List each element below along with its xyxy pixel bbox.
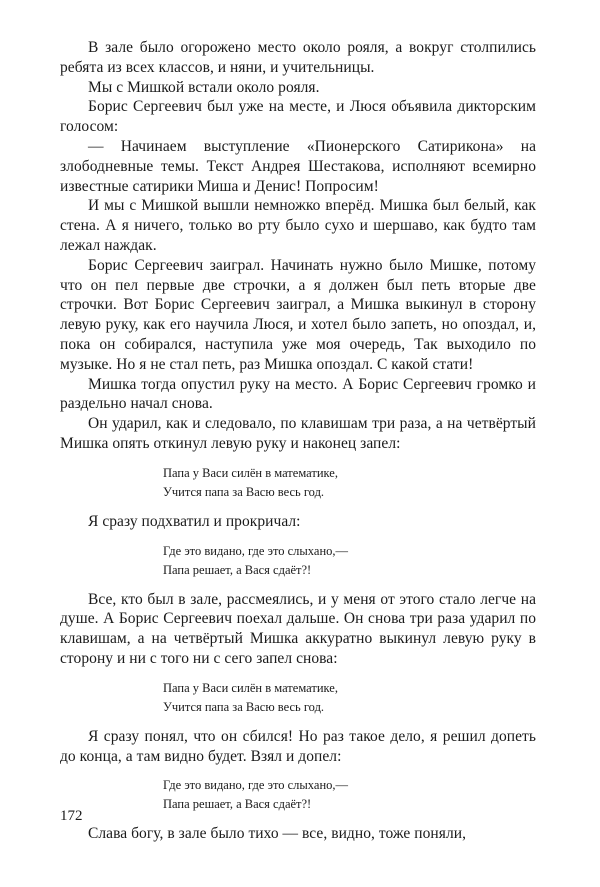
verse-line: Учится папа за Васю весь год. xyxy=(163,484,325,499)
paragraph: Борис Сергеевич заиграл. Начинать нужно было Мишке, потому что он пел первые две строчки, а я должен был петь вторые две строчки. Вот Борис Сергеевич заиграл, а Мишка выкинул в сторону левую руку, как его научила Люся, и хотел было запеть, но опоздал, и, пока он собирался, наступила уже моя очередь, Так выходило по музыке. Но я не стал петь, раз Мишка опоздал. С какой стати! xyxy=(60,256,536,373)
verse-block xyxy=(163,776,536,814)
verse-block xyxy=(163,464,536,502)
verse-line: Папа у Васи силён в математике, xyxy=(163,680,338,695)
paragraph: Он ударил, как и следовало, по клавишам три раза, а на четвёртый Мишка опять откинул левую руку и наконец запел: xyxy=(60,415,536,452)
verse-line: Папа у Васи силён в математике, xyxy=(163,465,338,480)
paragraph: Я сразу подхватил и прокричал: xyxy=(88,512,301,530)
paragraph: Мишка тогда опустил руку на место. А Борис Сергеевич громко и раздельно начал снова. xyxy=(60,375,536,413)
verse-block xyxy=(163,679,536,717)
paragraph: Мы с Мишкой встали около рояля. xyxy=(88,78,320,96)
paragraph: И мы с Мишкой вышли немножко вперёд. Мишка был белый, как стена. А я ничего, только во рту было сухо и шершаво, как будто там лежал наждак. xyxy=(60,197,536,254)
paragraph: Все, кто был в зале, рассмеялись, и у меня от этого стало легче на душе. А Борис Сергеевич поехал дальше. Он снова три раза ударил по клавишам, а на четвёртый Мишка аккуратно выкинул левую руку в сторону и ни с того ни с сего запел снова: xyxy=(60,590,536,667)
paragraph: В зале было огорожено место около рояля, а вокруг столпились ребята из всех классов, и няни, и учительницы. xyxy=(60,39,536,76)
verse-line: Где это видано, где это слыхано,— xyxy=(163,543,349,558)
paragraph: Слава богу, в зале было тихо — все, видно, тоже поняли, xyxy=(88,825,467,843)
page-number: 172 xyxy=(60,808,83,824)
paragraph: — Начинаем выступление «Пионерского Сатирикона» на злободневные темы. Текст Андрея Шестакова, исполняют всемирно известные сатирики Миша и Денис! Попросим! xyxy=(60,137,536,195)
verse-line: Папа решает, а Вася сдаёт?! xyxy=(163,562,312,577)
verse-block xyxy=(163,542,536,580)
paragraph: Борис Сергеевич был уже на месте, и Люся объявила дикторским голосом: xyxy=(60,98,536,136)
book-page xyxy=(60,38,536,844)
verse-line: Папа решает, а Вася сдаёт?! xyxy=(163,797,312,812)
paragraph: Я сразу понял, что он сбился! Но раз такое дело, я решил допеть до конца, а там видно будет. Взял и допел: xyxy=(60,727,536,765)
verse-line: Учится папа за Васю весь год. xyxy=(163,699,325,714)
verse-line: Где это видано, где это слыхано,— xyxy=(163,778,349,793)
